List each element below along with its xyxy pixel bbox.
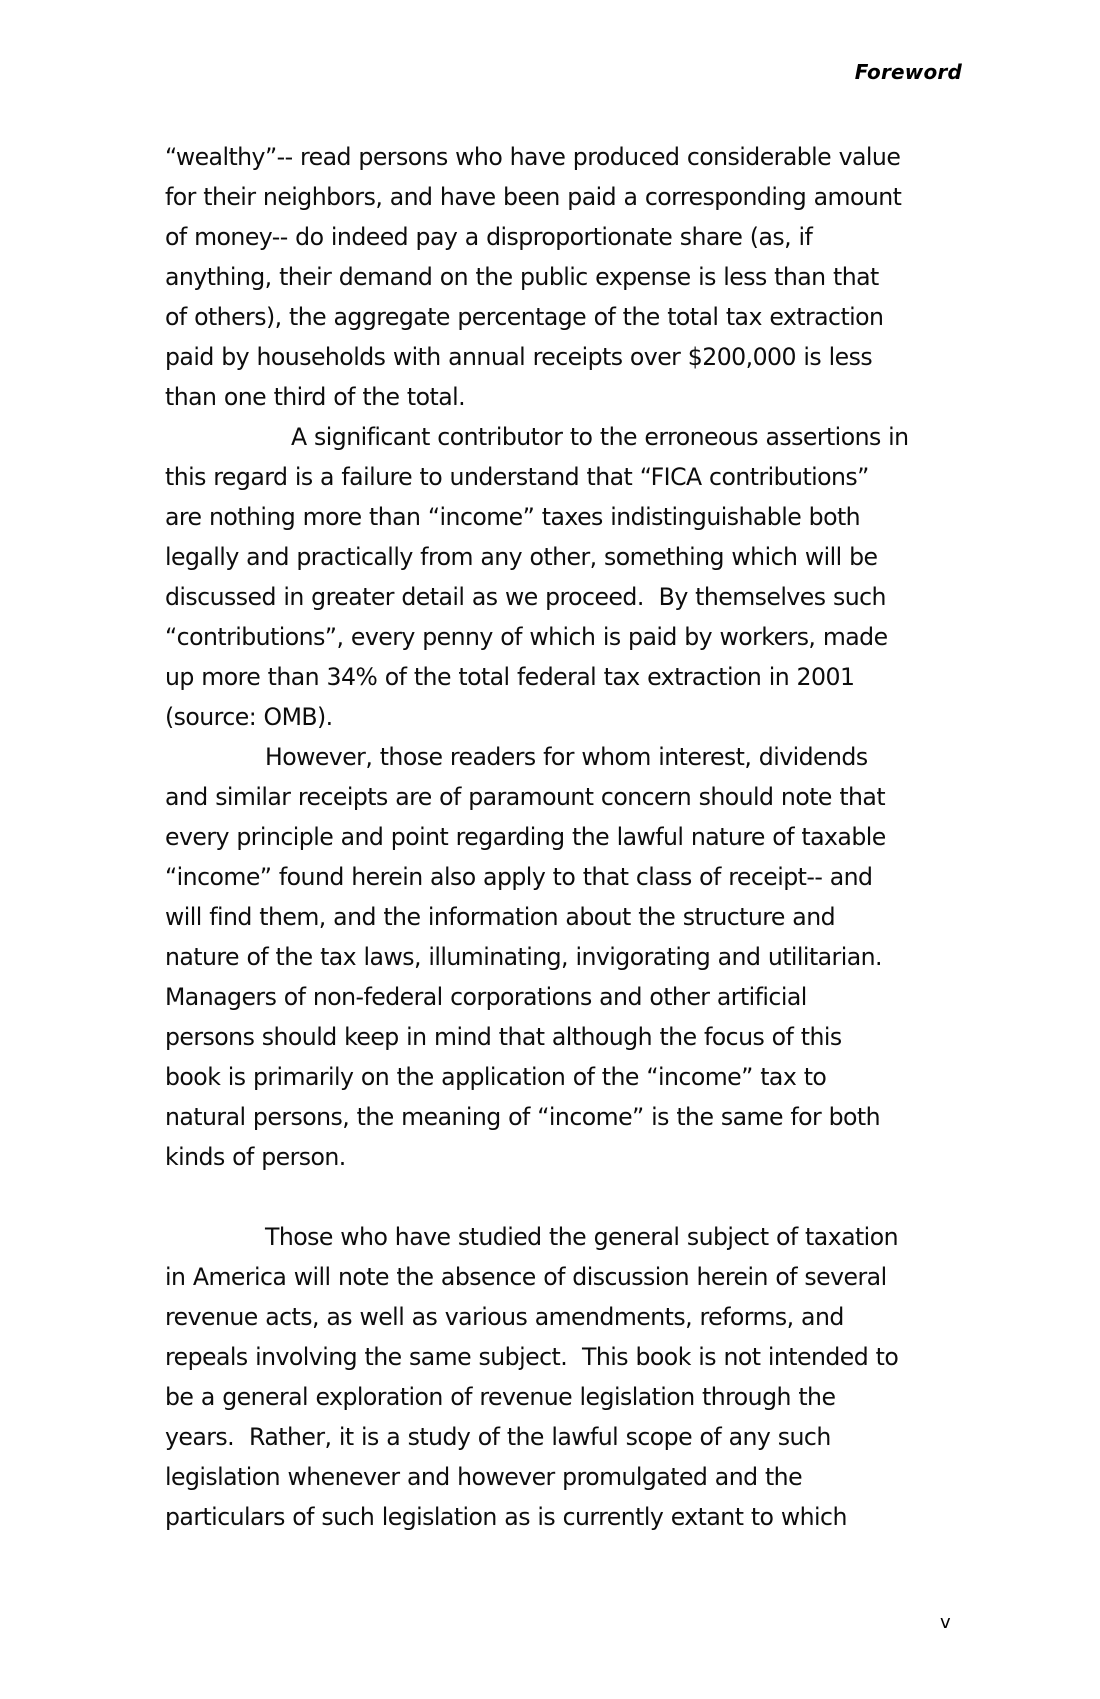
page-number: v [940, 1612, 951, 1633]
body-text [165, 137, 965, 1537]
text-line: A significant contributor to the erroneous assertions in [291, 423, 909, 451]
text-line: Those who have studied the general subject of taxation [265, 1223, 898, 1251]
text-line: in America will note the absence of discussion herein of several [165, 1263, 887, 1291]
text-line: will find them, and the information about the structure and [165, 903, 836, 931]
text-line: and similar receipts are of paramount concern should note that [165, 783, 886, 811]
text-line: discussed in greater detail as we proceed. By themselves such [165, 583, 886, 611]
text-line: are nothing more than “income” taxes indistinguishable both [165, 503, 861, 531]
text-line: be a general exploration of revenue legislation through the [165, 1383, 836, 1411]
text-line: Managers of non-federal corporations and other artificial [165, 983, 807, 1011]
text-line: particulars of such legislation as is currently extant to which [165, 1503, 847, 1531]
text-line: However, those readers for whom interest, dividends [265, 743, 868, 771]
text-line: repeals involving the same subject. This book is not intended to [165, 1343, 899, 1371]
text-line: (source: OMB). [165, 703, 333, 731]
text-line: “contributions”, every penny of which is paid by workers, made [165, 623, 888, 651]
text-line: “income” found herein also apply to that class of receipt-- and [165, 863, 873, 891]
text-line: of others), the aggregate percentage of the total tax extraction [165, 303, 884, 331]
text-line: nature of the tax laws, illuminating, invigorating and utilitarian. [165, 943, 882, 971]
text-line: “wealthy”-- read persons who have produced considerable value [165, 143, 901, 171]
text-line: paid by households with annual receipts over $200,000 is less [165, 343, 873, 371]
paragraph-spacer [165, 1177, 965, 1217]
text-line: this regard is a failure to understand that “FICA contributions” [165, 463, 869, 491]
text-line: than one third of the total. [165, 383, 466, 411]
paragraph [165, 1217, 965, 1537]
text-line: up more than 34% of the total federal tax extraction in 2001 [165, 663, 855, 691]
text-line: book is primarily on the application of the “income” tax to [165, 1063, 827, 1091]
text-line: kinds of person. [165, 1143, 346, 1171]
paragraph [165, 417, 965, 737]
paragraph [165, 137, 965, 417]
text-line: revenue acts, as well as various amendments, reforms, and [165, 1303, 844, 1331]
text-line: for their neighbors, and have been paid a corresponding amount [165, 183, 902, 211]
text-line: natural persons, the meaning of “income” is the same for both [165, 1103, 881, 1131]
text-line: of money-- do indeed pay a disproportionate share (as, if [165, 223, 813, 251]
text-line: persons should keep in mind that although the focus of this [165, 1023, 842, 1051]
text-line: years. Rather, it is a study of the lawful scope of any such [165, 1423, 831, 1451]
text-line: every principle and point regarding the lawful nature of taxable [165, 823, 886, 851]
text-line: legally and practically from any other, something which will be [165, 543, 878, 571]
paragraph [165, 737, 965, 1177]
text-line: legislation whenever and however promulgated and the [165, 1463, 803, 1491]
running-header-title: Foreword [854, 60, 962, 84]
text-line: anything, their demand on the public expense is less than that [165, 263, 879, 291]
